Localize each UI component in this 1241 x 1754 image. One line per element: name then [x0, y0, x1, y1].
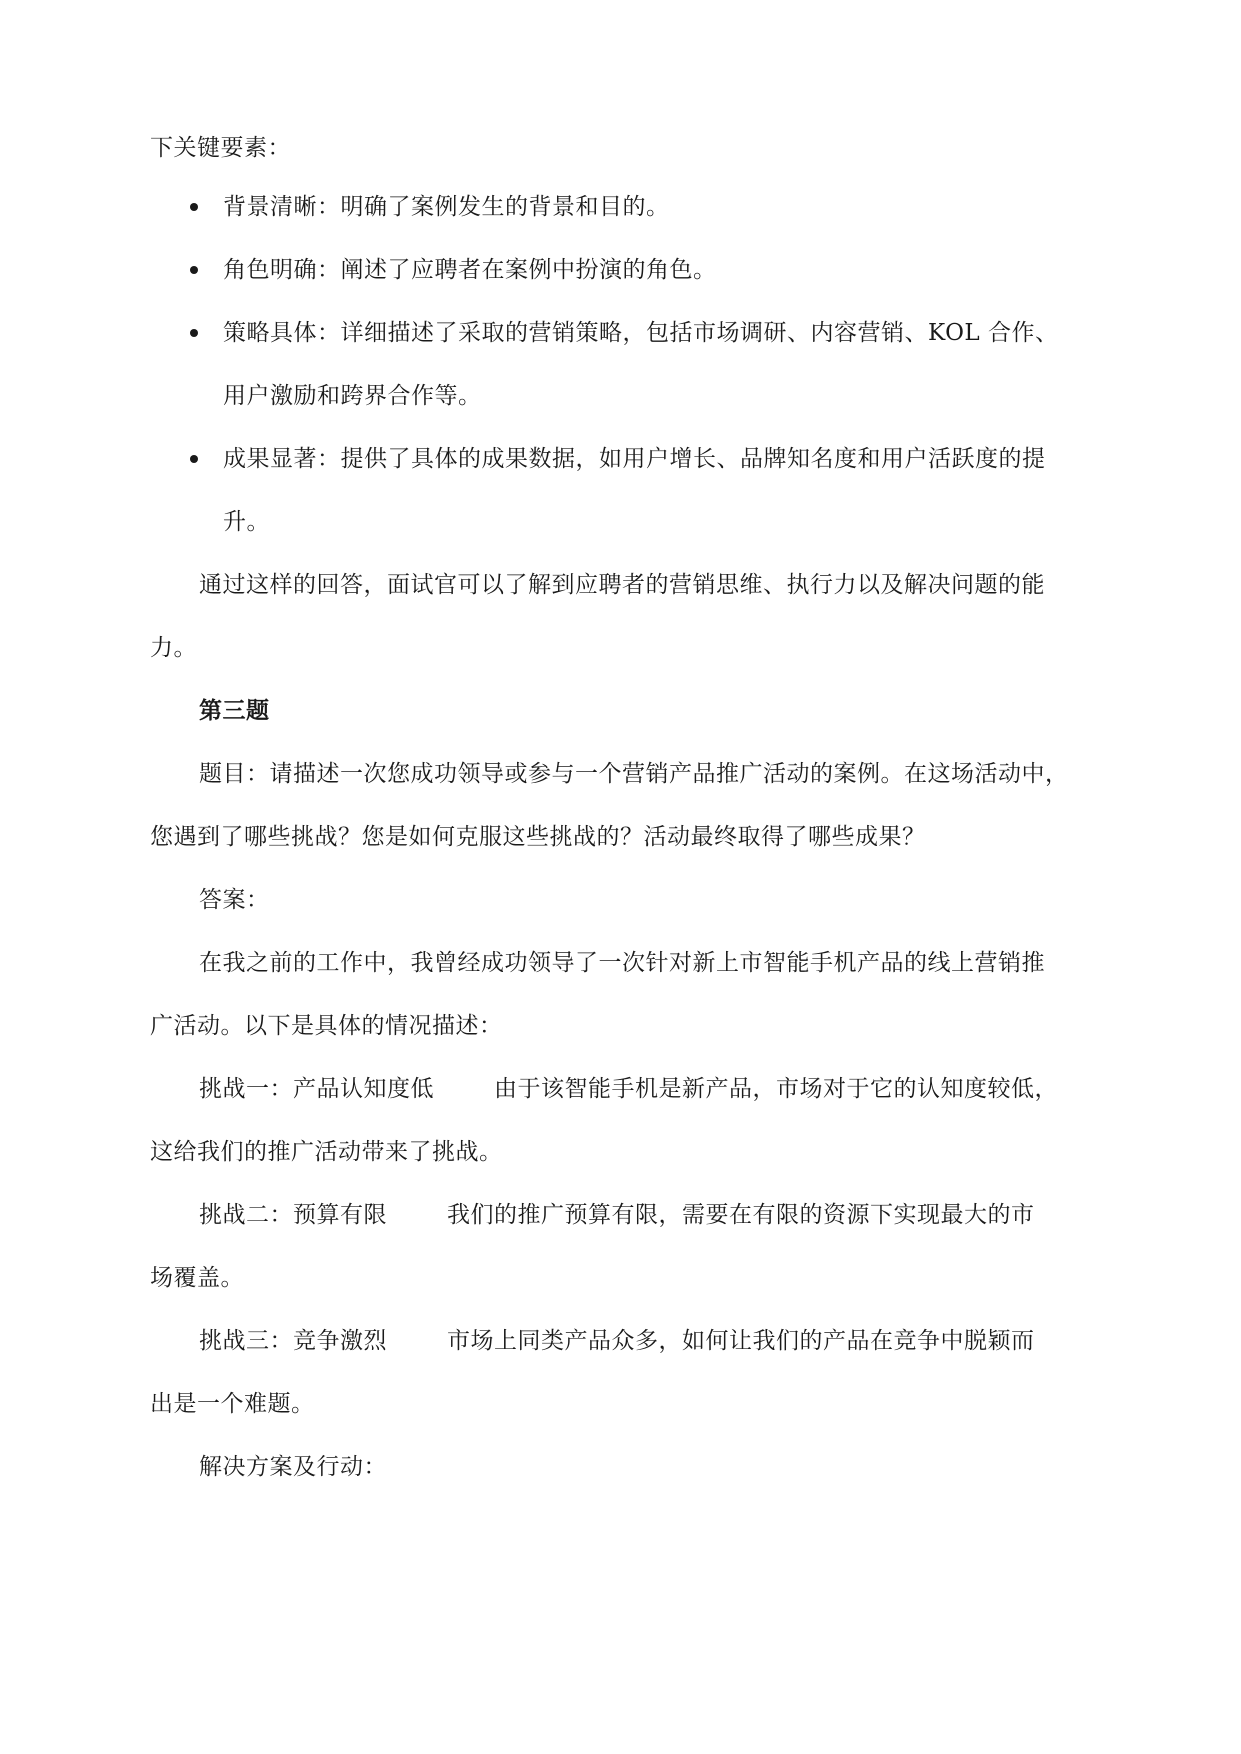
challenge-two-title: 挑战二：预算有限	[199, 1202, 387, 1228]
solutions-label: 解决方案及行动：	[199, 1454, 387, 1480]
challenge-two-line-2: 场覆盖。	[150, 1265, 244, 1291]
answer-label: 答案：	[199, 887, 270, 913]
bullet-dot-icon	[190, 266, 198, 274]
challenge-one-line-1	[199, 1074, 1058, 1104]
summary-line-2: 力。	[150, 635, 197, 661]
challenge-one-line-2: 这给我们的推广活动带来了挑战。	[150, 1139, 503, 1165]
challenge-three-line-2: 出是一个难题。	[150, 1391, 315, 1417]
challenge-one-text: 由于该智能手机是新产品，市场对于它的认知度较低，	[494, 1076, 1058, 1102]
challenge-three-line-1	[199, 1326, 1035, 1356]
challenge-three-text: 市场上同类产品众多，如何让我们的产品在竞争中脱颖而	[447, 1328, 1035, 1354]
challenge-one-title: 挑战一：产品认知度低	[199, 1076, 434, 1102]
bullet-item-results-cont: 升。	[223, 509, 270, 535]
bullet-dot-icon	[190, 455, 198, 463]
bullet-dot-icon	[190, 203, 198, 211]
answer-intro-line-2: 广活动。以下是具体的情况描述：	[150, 1013, 503, 1039]
challenge-two-text: 我们的推广预算有限，需要在有限的资源下实现最大的市	[447, 1202, 1035, 1228]
answer-intro-line-1: 在我之前的工作中，我曾经成功领导了一次针对新上市智能手机产品的线上营销推	[199, 950, 1045, 976]
bullet-item-background: 背景清晰：明确了案例发生的背景和目的。	[223, 194, 670, 220]
question-line-2: 您遇到了哪些挑战？您是如何克服这些挑战的？活动最终取得了哪些成果？	[150, 824, 926, 850]
bullet-item-role: 角色明确：阐述了应聘者在案例中扮演的角色。	[223, 257, 717, 283]
bullet-item-strategy-cont: 用户激励和跨界合作等。	[223, 383, 482, 409]
challenge-two-line-1	[199, 1200, 1035, 1230]
challenge-three-title: 挑战三：竞争激烈	[199, 1328, 387, 1354]
section-title: 第三题	[199, 697, 270, 724]
intro-fragment: 下关键要素：	[150, 135, 291, 161]
bullet-item-strategy: 策略具体：详细描述了采取的营销策略，包括市场调研、内容营销、KOL 合作、	[223, 320, 1059, 346]
question-line-1: 题目：请描述一次您成功领导或参与一个营销产品推广活动的案例。在这场活动中，	[199, 761, 1069, 787]
summary-line-1: 通过这样的回答，面试官可以了解到应聘者的营销思维、执行力以及解决问题的能	[199, 572, 1045, 598]
bullet-dot-icon	[190, 329, 198, 337]
bullet-item-results: 成果显著：提供了具体的成果数据，如用户增长、品牌知名度和用户活跃度的提	[223, 446, 1046, 472]
